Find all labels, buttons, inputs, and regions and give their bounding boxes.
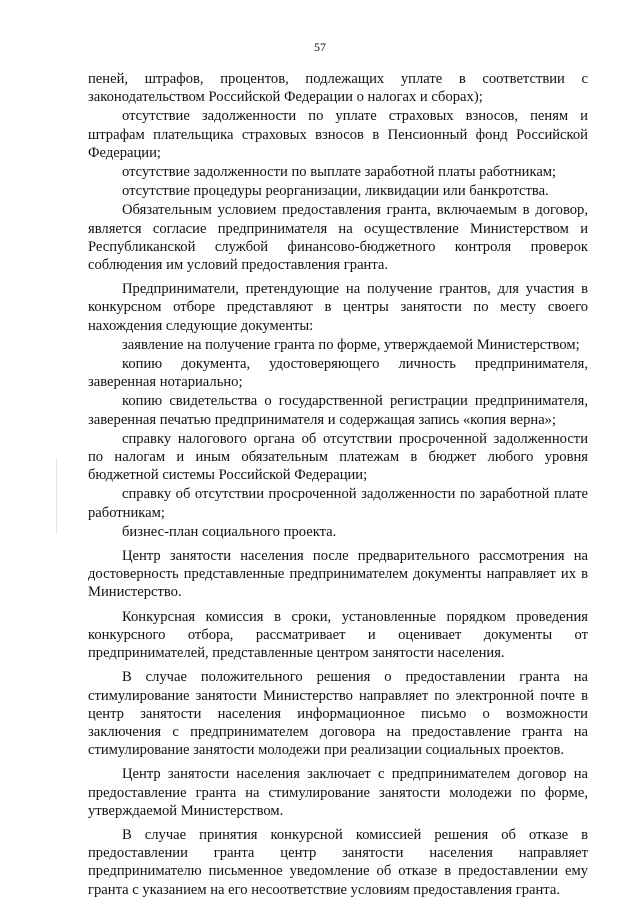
paragraph-5: Обязательным условием предоставления гранта, включаемым в договор, является согласие предпринимателя на осуществление Министерством и Республиканской службой финансово-бюджетного контроля проверок соблюдения им условий предоставления гранта. — [88, 202, 588, 274]
paragraph-3: отсутствие задолженности по выплате заработной платы работникам; — [122, 164, 557, 181]
paragraph-17: В случае принятия конкурсной комиссией решения об отказе в предоставлении гранта центр занятости населения направляет предпринимателю письменное уведомление об отказе в предоставлении ему гранта с указанием на его несоответствие условиям предоставления гранта. — [88, 826, 588, 898]
paragraph-12: бизнес-план социального проекта. — [122, 523, 337, 540]
paragraph-14: Конкурсная комиссия в сроки, установленные порядком проведения конкурсного отбора, рассматривает и оценивает документы от предпринимателей, представленные центром занятости населения. — [88, 608, 588, 662]
paragraph-8: копию документа, удостоверяющего личность предпринимателя, заверенная нотариально; — [88, 356, 588, 391]
document-body — [88, 70, 588, 900]
paragraph-13: Центр занятости населения после предварительного рассмотрения на достоверность представленные предпринимателем документы направляет их в Министерство. — [88, 548, 588, 601]
paragraph-2: отсутствие задолженности по уплате страховых взносов, пеням и штрафам плательщика страховых взносов в Пенсионный фонд Российской Федерации; — [88, 108, 588, 161]
scan-margin-mark — [56, 458, 57, 534]
paragraph-15: В случае положительного решения о предоставлении гранта на стимулирование занятости Министерство направляет по электронной почте в центр занятости населения информационное письмо о возможности заключения с предпринимателем договора на предоставление гранта на стимулирование занятости молодежи при реализации социальных проектов. — [88, 669, 588, 759]
paragraph-7: заявление на получение гранта по форме, утверждаемой Министерством; — [122, 336, 580, 353]
paragraph-10: справку налогового органа об отсутствии просроченной задолженности по налогам и иным обязательным платежам в бюджет любого уровня бюджетной системы Российской Федерации; — [88, 430, 588, 484]
paragraph-1: пеней, штрафов, процентов, подлежащих уплате в соответствии с законодательством Российской Федерации о налогах и сборах); — [88, 71, 588, 106]
paragraph-16: Центр занятости населения заключает с предпринимателем договор на предоставление гранта на стимулирование занятости молодежи по форме, утверждаемой Министерством. — [88, 766, 588, 819]
paragraph-4: отсутствие процедуры реорганизации, ликвидации или банкротства. — [122, 183, 549, 200]
paragraph-11: справку об отсутствии просроченной задолженности по заработной плате работникам; — [88, 486, 588, 521]
paragraph-6: Предприниматели, претендующие на получение грантов, для участия в конкурсном отборе представляют в центры занятости по месту своего нахождения следующие документы: — [88, 281, 588, 334]
paragraph-9: копию свидетельства о государственной регистрации предпринимателя, заверенная печатью предпринимателя и содержащая запись «копия верна»; — [88, 393, 588, 428]
page-number: 57 — [314, 40, 326, 54]
